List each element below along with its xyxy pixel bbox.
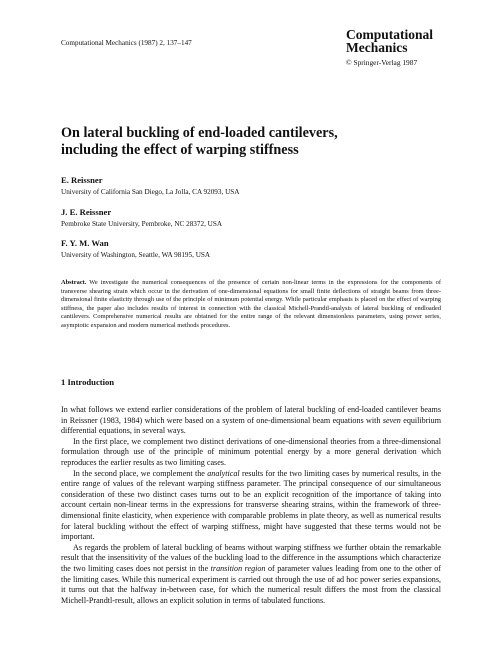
journal-citation: Computational Mechanics (1987) 2, 137–147 — [61, 39, 192, 47]
paper-title — [61, 125, 441, 158]
author-name: E. Reissner — [61, 175, 103, 185]
author-block-3 — [61, 238, 210, 259]
author-name: F. Y. M. Wan — [61, 238, 109, 248]
author-affiliation: University of California San Diego, La Jolla, CA 92093, USA — [61, 188, 240, 196]
paragraph-1: In what follows we extend earlier considerations of the problem of lateral buckling of end-loaded cantilever beams in Reissner (1983, 1984) which were based on a system of one-dimensional beam equations with seven equilibrium differential equations, in several ways. — [61, 405, 441, 436]
paragraph-3: In the second place, we complement the analytical results for the two limiting cases by numerical results, in the entire range of values of the relevant warping stiffness parameter. The principal consequence of our simultaneous consideration of these two distinct cases turns out to be an explicit recognition of the importance of taking into account certain non-linear terms in the expressions for transverse shearing strains, within the framework of three-dimensional finite elasticity, when experience with comparable problems in plate theory, as well as numerical results for lateral buckling without the effect of warping stiffness, might have suggested that these terms would not be important. — [61, 468, 441, 542]
abstract-label: Abstract. — [61, 279, 87, 286]
title-line-2: including the effect of warping stiffness — [61, 141, 299, 158]
abstract — [61, 279, 441, 331]
journal-name-line1: Computational — [346, 27, 434, 42]
paragraph-2: In the first place, we complement two distinct derivations of one-dimensional theories from a three-dimensional formulation through use of the principle of minimum potential energy by a more general derivation which reproduces the earlier results as two limiting cases. — [61, 436, 441, 467]
author-affiliation: Pembroke State University, Pembroke, NC 28372, USA — [61, 220, 223, 228]
paragraph-4: As regards the problem of lateral buckling of beams without warping stiffness we further obtain the remarkable result that the insensitivity of the values of the buckling load to the difference in the assumptions which characterize the two limiting cases does not persist in the transition region of parameter values leading from one to the other of the limiting cases. While this numerical experiment is carried out through the use of ad hoc power series expansions, it turns out that the halfway in-between case, for which the numerical result differs the most from the classical Michell-Prandtl-result, allows an explicit solution in terms of tabulated functions. — [61, 542, 441, 605]
journal-masthead — [346, 28, 466, 67]
author-block-2 — [61, 207, 222, 228]
author-block-1 — [61, 175, 239, 196]
title-line-1: On lateral buckling of end-loaded cantilevers, — [61, 125, 338, 141]
author-affiliation: University of Washington, Seattle, WA 98195, USA — [61, 251, 211, 259]
journal-name-line2: Mechanics — [346, 40, 408, 55]
introduction-body — [61, 405, 441, 606]
abstract-text: We investigate the numerical consequences of the presence of certain non-linear terms in the expressions for the components of transverse shearing strain which occur in the derivation of one-dimensional equations for small finite deflections of straight beams from three-dimensional finite elasticity through use of the principle of minimum potential energy. While particular emphasis is placed on the effect of warping stiffness, the paper also includes results of interest in connection with the classical Michell-Prandtl-analysis of lateral buckling of endloaded cantilevers. Comprehensive numerical results are obtained for the entire range of the relevant dimensionless parameters, using power series, asymptotic expansion and modern numerical methods procedures. — [61, 279, 441, 329]
copyright-notice: © Springer-Verlag 1987 — [346, 58, 418, 67]
author-name: J. E. Reissner — [61, 207, 112, 217]
section-heading: 1 Introduction — [61, 377, 115, 387]
